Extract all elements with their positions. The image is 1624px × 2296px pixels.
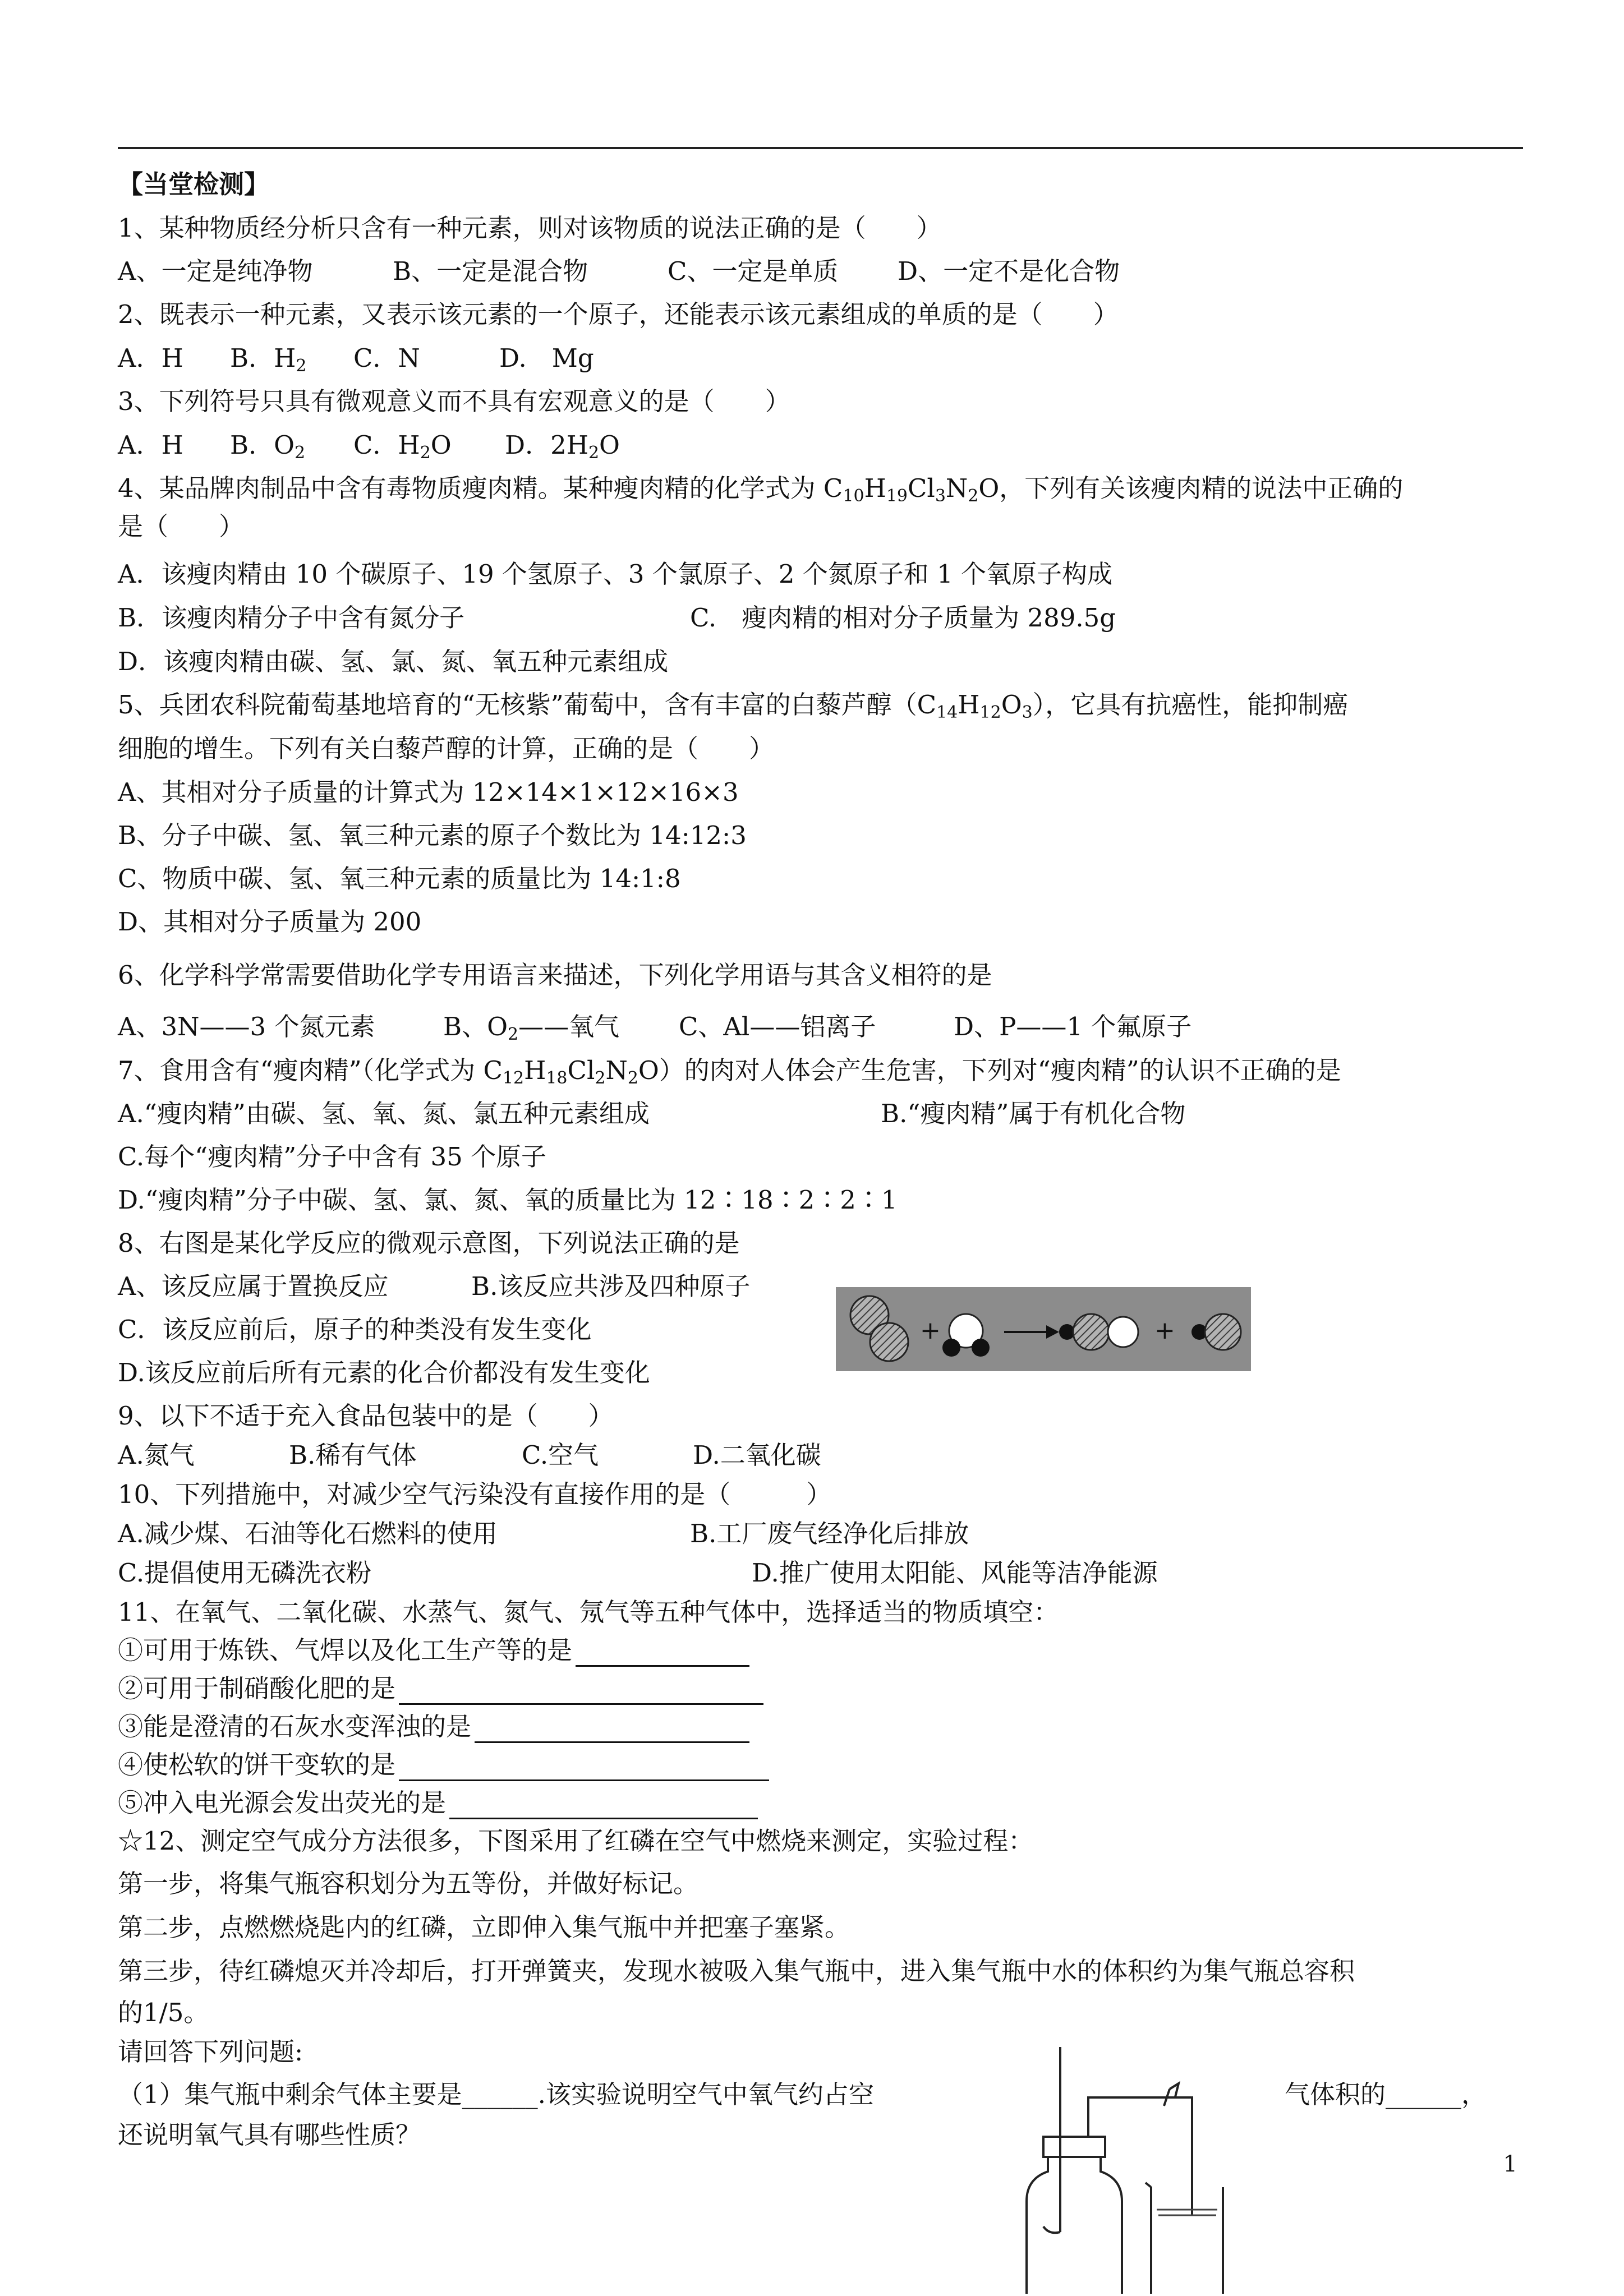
page-number: 1 <box>1503 2151 1517 2177</box>
combustion-spoon <box>1043 2226 1060 2233</box>
q3-option-c: C．$H_2O$ <box>353 430 452 463</box>
q6-option-a: A、3N——3 个氮元素 <box>118 1012 375 1041</box>
header-rule <box>118 147 1523 149</box>
q7-option-c: C.每个“瘦肉精”分子中含有 35 个原子 <box>118 1142 547 1172</box>
q5-stem-line1: 5、兵团农科院葡萄基地培育的“无核紫”葡萄中，含有丰富的白藜芦醇$(C_{14}H_{12}O_3)$，它具有抗癌性，能抑制癌 <box>118 690 1349 722</box>
hatched-atom <box>1205 1314 1241 1350</box>
q1-stem: 1、某种物质经分析只含有一种元素，则对该物质的说法正确的是（ ） <box>118 213 942 243</box>
answer-blank[interactable] <box>399 1677 763 1705</box>
q8-option-c: C．该反应前后，原子的种类没有发生变化 <box>118 1315 592 1344</box>
q6-option-d: D、P——1 个氟原子 <box>954 1012 1192 1041</box>
q10-option-b: B.工厂废气经净化后排放 <box>690 1519 969 1548</box>
q1-option-d: D、一定不是化合物 <box>898 256 1120 286</box>
q7-option-b: B.“瘦肉精”属于有机化合物 <box>881 1099 1186 1128</box>
q2-option-a: A．H <box>118 343 183 373</box>
beaker <box>1145 2183 1223 2294</box>
q1-option-b: B、一定是混合物 <box>393 256 588 286</box>
reaction-diagram <box>836 1287 1251 1371</box>
q5-option-a: A、其相对分子质量的计算式为 12×14×1×12×16×3 <box>118 777 739 807</box>
q4-stem-line2: 是（ ） <box>118 511 245 541</box>
q9-option-c: C.空气 <box>522 1440 599 1470</box>
q11-item-4: ④使松软的饼干变软的是 <box>118 1749 769 1781</box>
q12-stem: ☆12、测定空气成分方法很多，下图采用了红磷在空气中燃烧来测定，实验过程： <box>118 1826 1034 1856</box>
answer-blank[interactable] <box>449 1792 758 1819</box>
q12-step3-line2: 的1/5。 <box>118 1998 209 2027</box>
q4-option-a: A．该瘦肉精由 10 个碳原子、19 个氢原子、3 个氯原子、2 个氮原子和 1 个氧原子构成 <box>118 559 1113 589</box>
answer-blank[interactable] <box>399 1754 769 1781</box>
answer-blank[interactable] <box>475 1716 749 1743</box>
q11-item-2: ②可用于制硝酸化肥的是 <box>118 1672 763 1705</box>
q5-option-d: D、其相对分子质量为 200 <box>118 907 422 937</box>
plus-sign: + <box>920 1316 941 1345</box>
q3-stem: 3、下列符号只具有微观意义而不具有宏观意义的是（ ） <box>118 386 790 416</box>
q6-stem: 6、化学科学常需要借助化学专用语言来描述，下列化学用语与其含义相符的是 <box>118 960 992 990</box>
q5-stem-line2: 细胞的增生。下列有关白藜芦醇的计算，正确的是（ ） <box>118 734 775 763</box>
q12-sub1-line2: 还说明氧气具有哪些性质？ <box>118 2120 421 2150</box>
q3-option-b: B．$O_2$ <box>230 430 306 463</box>
stopper <box>1043 2137 1105 2157</box>
q10-option-a: A.减少煤、石油等化石燃料的使用 <box>118 1519 498 1548</box>
q2-option-c: C．N <box>353 343 420 373</box>
q3-option-d: D．$2H_2O$ <box>505 430 620 463</box>
q11-stem: 11、在氧气、二氧化碳、水蒸气、氮气、氖气等五种气体中，选择适当的物质填空： <box>118 1597 1059 1627</box>
q2-option-b: B．$H_2$ <box>230 343 307 376</box>
q7-stem: 7、食用含有“瘦肉精”（化学式为 $C_{12}H_{18}Cl_2N_2O$）的肉对人体会产生危害，下列对“瘦肉精”的认识不正确的是 <box>118 1055 1341 1088</box>
q6-option-c: C、Al——铝离子 <box>679 1012 876 1041</box>
section-title: 【当堂检测】 <box>118 169 270 199</box>
q10-stem: 10、下列措施中，对减少空气污染没有直接作用的是（ ） <box>118 1479 832 1509</box>
q10-option-d: D.推广使用太阳能、风能等洁净能源 <box>752 1558 1158 1588</box>
q11-item-5: ⑤冲入电光源会发出荧光的是 <box>118 1787 758 1819</box>
q8-option-b: B.该反应共涉及四种原子 <box>471 1271 751 1301</box>
spring-clamp <box>1164 2083 1179 2106</box>
q5-option-c: C、物质中碳、氢、氧三种元素的质量比为 14:1:8 <box>118 864 681 893</box>
answer-blank[interactable] <box>576 1639 749 1667</box>
q12-step1: 第一步，将集气瓶容积划分为五等份，并做好标记。 <box>118 1869 699 1898</box>
q5-option-b: B、分子中碳、氢、氧三种元素的原子个数比为 14:12:3 <box>118 820 747 850</box>
hatched-atom <box>1073 1314 1109 1350</box>
q4-option-b: B．该瘦肉精分子中含有氮分子 <box>118 603 465 633</box>
black-atom <box>942 1339 960 1357</box>
q12-sub1-right: 气体积的______， <box>1285 2080 1487 2109</box>
q12-sub1-left: （1）集气瓶中剩余气体主要是______.该实验说明空气中氧气约占空 <box>118 2080 874 2109</box>
q7-option-d: D.“瘦肉精”分子中碳、氢、氯、氮、氧的质量比为 12∶18∶2∶2∶1 <box>118 1185 898 1215</box>
q8-stem: 8、右图是某化学反应的微观示意图，下列说法正确的是 <box>118 1228 740 1258</box>
q8-option-a: A、该反应属于置换反应 <box>118 1271 389 1301</box>
q7-option-a: A.“瘦肉精”由碳、氢、氧、氮、氯五种元素组成 <box>118 1099 650 1128</box>
q2-stem: 2、既表示一种元素，又表示该元素的一个原子，还能表示该元素组成的单质的是（ ） <box>118 299 1119 329</box>
q10-option-c: C.提倡使用无磷洗衣粉 <box>118 1558 372 1588</box>
q9-option-b: B.稀有气体 <box>289 1440 417 1470</box>
hatched-atom <box>870 1323 908 1361</box>
q11-item-1: ①可用于炼铁、气焊以及化工生产等的是 <box>118 1634 749 1667</box>
q4-option-d: D．该瘦肉精由碳、氢、氯、氮、氧五种元素组成 <box>118 647 669 676</box>
q4-stem-line1: 4、某品牌肉制品中含有毒物质瘦肉精。某种瘦肉精的化学式为 $C_{10}H_{19}Cl_3N_2O$，下列有关该瘦肉精的说法中正确的 <box>118 473 1404 506</box>
black-atom <box>972 1339 990 1357</box>
q4-option-c: C. 瘦肉精的相对分子质量为 289.5g <box>690 603 1116 633</box>
q6-option-b: B、$O_2——$氧气 <box>443 1012 620 1044</box>
q12-step3-line1: 第三步，待红磷熄灭并冷却后，打开弹簧夹，发现水被吸入集气瓶中，进入集气瓶中水的体积约为集气瓶总容积 <box>118 1956 1355 1986</box>
q3-option-a: A．H <box>118 430 183 460</box>
q9-stem: 9、以下不适于充入食品包装中的是（ ） <box>118 1401 614 1431</box>
q8-option-d: D.该反应前后所有元素的化合价都没有发生变化 <box>118 1358 650 1387</box>
q2-option-d: D. Mg <box>499 343 594 373</box>
apparatus-diagram <box>1021 2047 1402 2294</box>
plus-sign: + <box>1154 1316 1175 1345</box>
q9-option-d: D.二氧化碳 <box>693 1440 821 1470</box>
q12-prompt: 请回答下列问题: <box>118 2037 303 2067</box>
q9-option-a: A.氮气 <box>118 1440 195 1470</box>
gas-bottle <box>1027 2157 1122 2294</box>
white-atom <box>1108 1317 1138 1347</box>
q1-option-a: A、一定是纯净物 <box>118 256 313 286</box>
q12-step2: 第二步，点燃燃烧匙内的红磷，立即伸入集气瓶中并把塞子塞紧。 <box>118 1912 850 1942</box>
q1-option-c: C、一定是单质 <box>668 256 839 286</box>
q11-item-3: ③能是澄清的石灰水变浑浊的是 <box>118 1711 749 1743</box>
